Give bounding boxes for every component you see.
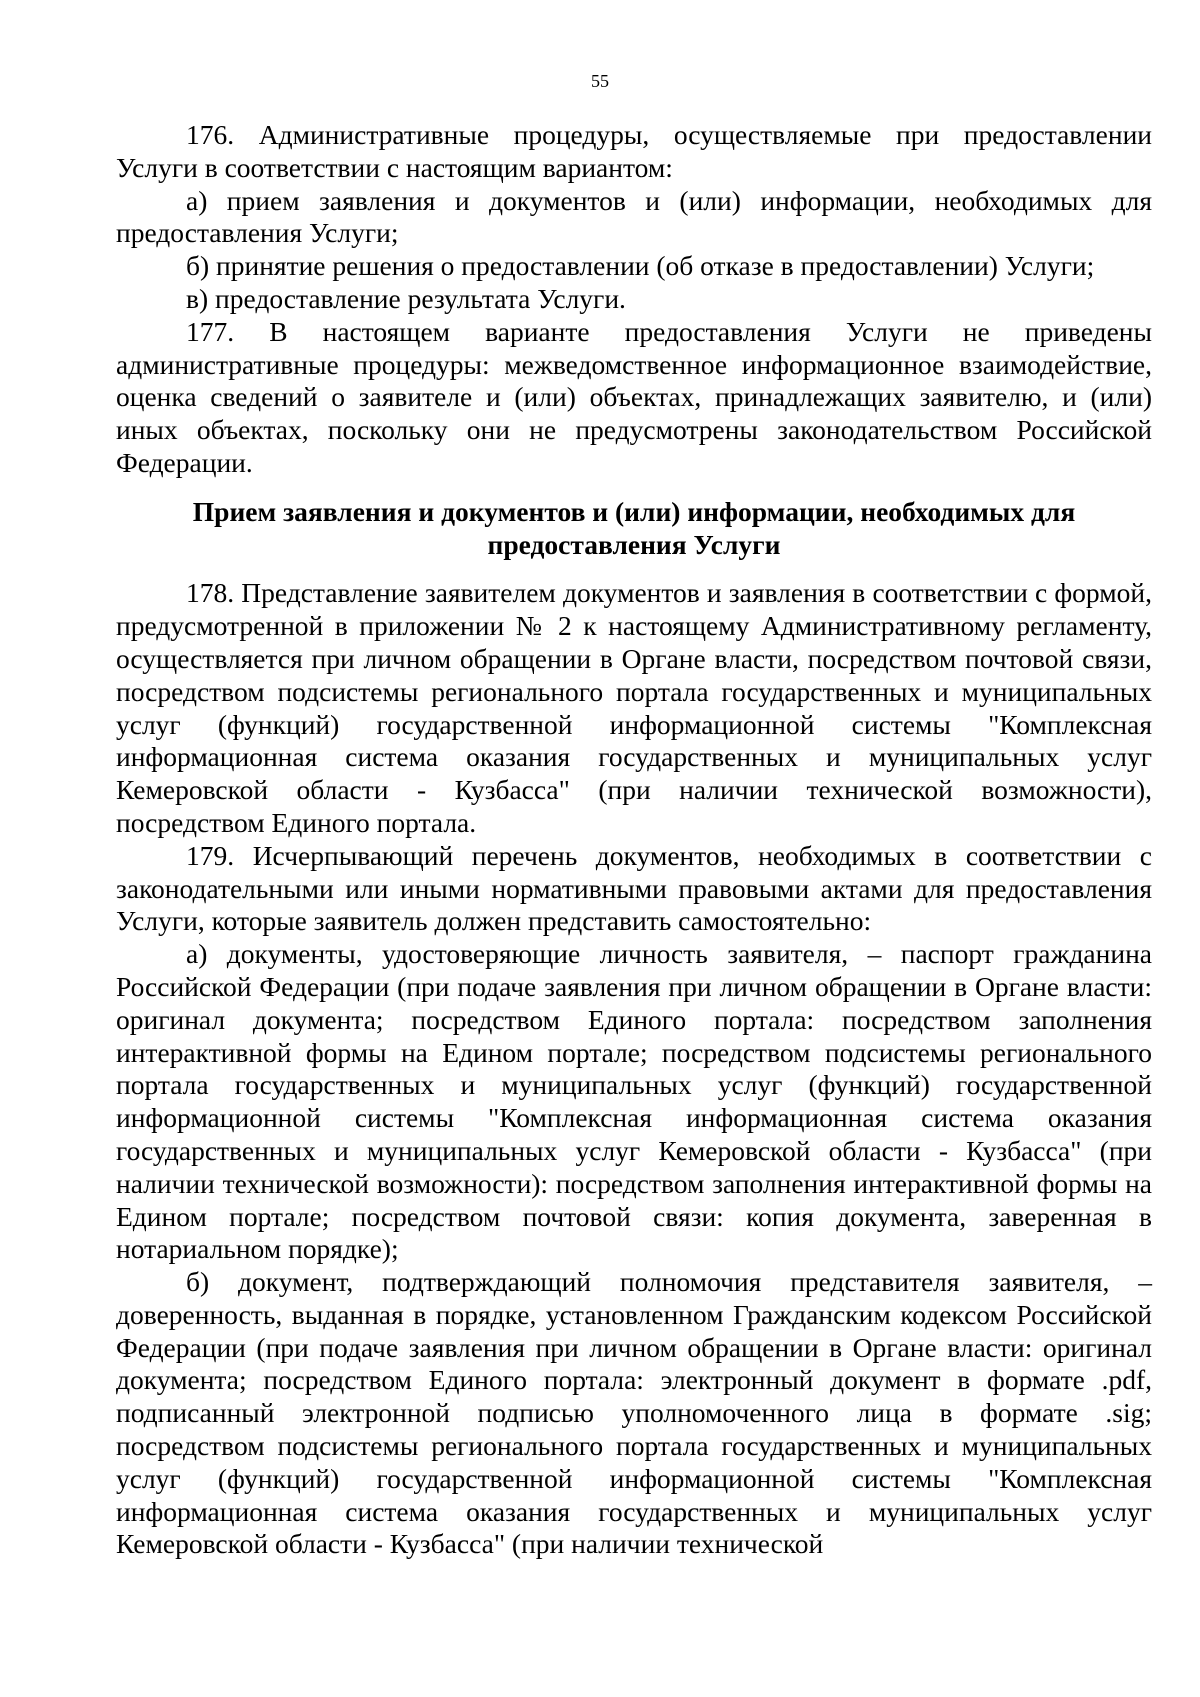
list-item-a-documents: а) документы, удостоверяющие личность заявителя, – паспорт гражданина Российской Федерации (при подаче заявления при личном обращении в Органе власти: оригинал документа; посредством Единого портала: посредством заполнения интерактивной формы на Едином портале; посредством подсистемы регионального портала государственных и муниципальных услуг (функций) государственной информационной системы "Комплексная информационная система оказания государственных и муниципальных услуг Кемеровской области - Кузбасса" (при наличии технической возможности): посредством заполнения интерактивной формы на Едином портале; посредством почтовой связи: копия документа, заверенная в нотариальном порядке); [116, 938, 1152, 1265]
document-body [116, 119, 1152, 1561]
paragraph-177: 177. В настоящем варианте предоставления Услуги не приведены административные процедуры: межведомственное информационное взаимодействие, оценка сведений о заявителе и (или) объектах, принадлежащих заявителю, и (или) иных объектах, поскольку они не предусмотрены законодательством Российской Федерации. [116, 315, 1152, 478]
list-item-b: б) принятие решения о предоставлении (об отказе в предоставлении) Услуги; [186, 250, 1095, 282]
section-heading: Прием заявления и документов и (или) информации, необходимых для предоставления Услуги [192, 495, 1076, 560]
page-number: 55 [591, 71, 609, 91]
list-item-b-power-of-attorney: б) документ, подтверждающий полномочия представителя заявителя, – доверенность, выданная в порядке, установленном Гражданским кодексом Российской Федерации (при подаче заявления при личном обращении в Органе власти: оригинал документа; посредством Единого портала: электронный документ в формате .pdf, подписанный электронной подписью уполномоченного лица в формате .sig; посредством подсистемы регионального портала государственных и муниципальных услуг (функций) государственной информационной системы "Комплексная информационная система оказания государственных и муниципальных услуг Кемеровской области - Кузбасса" (при наличии технической [116, 1266, 1152, 1560]
paragraph-178: 178. Представление заявителем документов и заявления в соответствии с формой, предусмотренной в приложении № 2 к настоящему Административному регламенту, осуществляется при личном обращении в Органе власти, посредством почтовой связи, посредством подсистемы регионального портала государственных и муниципальных услуг (функций) государственной информационной системы "Комплексная информационная система оказания государственных и муниципальных услуг Кемеровской области - Кузбасса" (при наличии технической возможности), посредством Единого портала. [116, 577, 1152, 838]
list-item-a: а) прием заявления и документов и (или) информации, необходимых для предоставления Услуги; [116, 184, 1152, 249]
list-item-v: в) предоставление результата Услуги. [186, 282, 626, 314]
paragraph-179: 179. Исчерпывающий перечень документов, необходимых в соответствии с законодательными или иными нормативными правовыми актами для предоставления Услуги, которые заявитель должен представить самостоятельно: [116, 839, 1152, 937]
paragraph-176: 176. Административные процедуры, осуществляемые при предоставлении Услуги в соответствии с настоящим вариантом: [116, 119, 1152, 183]
